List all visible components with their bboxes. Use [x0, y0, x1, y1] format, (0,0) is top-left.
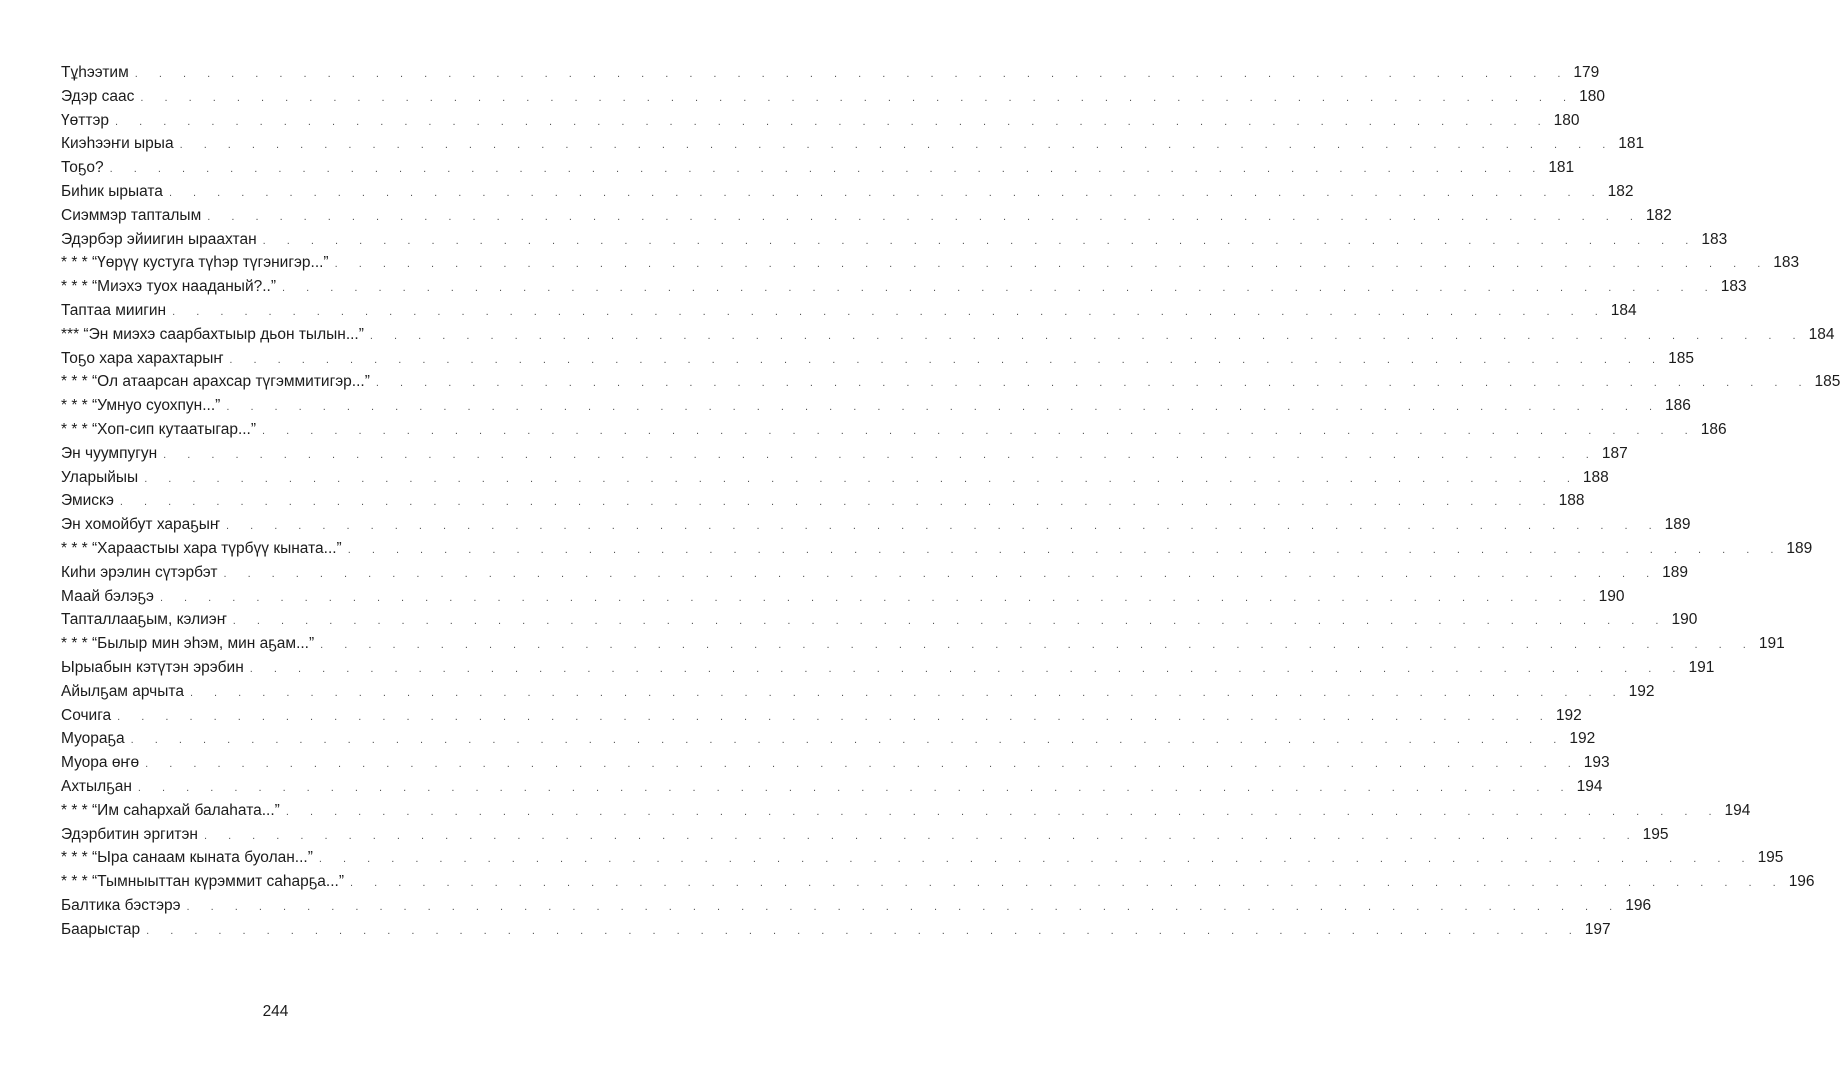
toc-entry-page: 186 — [1700, 420, 1727, 438]
toc-entry — [61, 418, 1727, 442]
dot-leader: . . . . . . . . . . . . . . . . . . . . . . . . . . . . . . . . . . . . . . . . . . . . . . . . . . . . . . . . . . . . — [225, 520, 1661, 533]
toc-entry-title: Баарыстар — [61, 920, 141, 938]
toc-entry-page: 193 — [1583, 754, 1610, 772]
toc-entry-title: Эдэрбитин эргитэн — [61, 825, 198, 843]
toc-entry-title: Эдэрбэр эйиигин ыраахтан — [61, 230, 257, 248]
toc-entry-page: 189 — [1786, 539, 1813, 557]
toc-entry-title: Эн хомойбут хараҕыҥ — [61, 516, 220, 534]
toc-entry — [61, 85, 1605, 109]
toc-entry-title: Балтика бэстэрэ — [61, 896, 181, 914]
toc-entry-title: Үөттэр — [61, 111, 109, 129]
dot-leader: . . . . . . . . . . . . . . . . . . . . . . . . . . . . . . . . . . . . . . . . . . . . . . . . . . . . . . . . . . . . — [350, 877, 1785, 890]
toc-entry — [61, 632, 1785, 656]
toc-entry-page: 195 — [1757, 849, 1784, 867]
dot-leader: . . . . . . . . . . . . . . . . . . . . . . . . . . . . . . . . . . . . . . . . . . . . . . . . . . . . . . . . . . . . — [318, 853, 1754, 866]
dot-leader: . . . . . . . . . . . . . . . . . . . . . . . . . . . . . . . . . . . . . . . . . . . . . . . . . . . . . . . . . . . . — [137, 781, 1573, 794]
toc-entry — [61, 894, 1652, 918]
dot-leader: . . . . . . . . . . . . . . . . . . . . . . . . . . . . . . . . . . . . . . . . . . . . . . . . . . . . . . . . . . . . — [282, 282, 1717, 295]
toc-entry-page: 183 — [1720, 278, 1747, 296]
toc-entry-page: 192 — [1555, 706, 1582, 724]
toc-entry-title: * * * “Хараастыы хара түрбүү кыната...” — [61, 539, 342, 557]
dot-leader: . . . . . . . . . . . . . . . . . . . . . . . . . . . . . . . . . . . . . . . . . . . . . . . . . . . . . . . . . . . . — [109, 163, 1545, 176]
toc-entry — [61, 704, 1582, 728]
toc-entry-page: 180 — [1579, 87, 1605, 105]
table-of-contents — [61, 61, 1840, 941]
dot-leader: . . . . . . . . . . . . . . . . . . . . . . . . . . . . . . . . . . . . . . . . . . . . . . . . . . . . . . . . . . . . — [203, 829, 1639, 842]
toc-entry-page: 194 — [1724, 801, 1751, 819]
toc-entry-title: Тұһээтим — [61, 64, 129, 81]
toc-entry-page: 179 — [1573, 64, 1600, 81]
dot-leader: . . . . . . . . . . . . . . . . . . . . . . . . . . . . . . . . . . . . . . . . . . . . . . . . . . . . . . . . . . . . — [140, 91, 1576, 104]
toc-entry-page: 181 — [1548, 159, 1575, 177]
toc-entry-title: Эн чуумпугун — [61, 444, 158, 462]
toc-entry-title: Эдэр саас — [61, 87, 135, 105]
dot-leader: . . . . . . . . . . . . . . . . . . . . . . . . . . . . . . . . . . . . . . . . . . . . . . . . . . . . . . . . . . . . — [285, 805, 1721, 818]
dot-leader: . . . . . . . . . . . . . . . . . . . . . . . . . . . . . . . . . . . . . . . . . . . . . . . . . . . . . . . . . . . . — [262, 234, 1698, 247]
toc-entry-page: 188 — [1558, 492, 1585, 510]
toc-entry-title: Биһик ырыата — [61, 182, 163, 200]
dot-leader: . . . . . . . . . . . . . . . . . . . . . . . . . . . . . . . . . . . . . . . . . . . . . . . . . . . . . . . . . . . . — [229, 353, 1665, 366]
toc-entry-page: 185 — [1668, 349, 1694, 367]
dot-leader: . . . . . . . . . . . . . . . . . . . . . . . . . . . . . . . . . . . . . . . . . . . . . . . . . . . . . . . . . . . . — [134, 68, 1570, 80]
toc-entry-page: 195 — [1642, 825, 1669, 843]
dot-leader: . . . . . . . . . . . . . . . . . . . . . . . . . . . . . . . . . . . . . . . . . . . . . . . . . . . . . . . . . . . . — [347, 543, 1783, 556]
toc-entry — [61, 132, 1645, 156]
toc-entry-title: Айылҕам арчыта — [61, 682, 184, 700]
toc-entry — [61, 823, 1669, 847]
toc-entry-title: * * * “Умнуо суохпун...” — [61, 397, 221, 415]
toc-entry-title: *** “Эн миэхэ саарбахтыыр дьон тылын...” — [61, 325, 364, 343]
toc-entry-title: Муора өҥө — [61, 754, 140, 772]
toc-entry — [61, 489, 1585, 513]
toc-entry-page: 197 — [1584, 920, 1611, 938]
toc-entry-title: Тоҕо хара харахтарыҥ — [61, 349, 224, 367]
toc-entry-title: Киһи эрэлин сүтэрбэт — [61, 563, 218, 581]
dot-leader: . . . . . . . . . . . . . . . . . . . . . . . . . . . . . . . . . . . . . . . . . . . . . . . . . . . . . . . . . . . . — [223, 567, 1659, 580]
toc-entry — [61, 251, 1800, 275]
toc-entry — [61, 775, 1603, 799]
dot-leader: . . . . . . . . . . . . . . . . . . . . . . . . . . . . . . . . . . . . . . . . . . . . . . . . . . . . . . . . . . . . — [186, 900, 1622, 913]
dot-leader: . . . . . . . . . . . . . . . . . . . . . . . . . . . . . . . . . . . . . . . . . . . . . . . . . . . . . . . . . . . . — [226, 401, 1662, 414]
toc-entry-page: 188 — [1582, 468, 1609, 486]
page-number: 244 — [262, 1003, 289, 1020]
dot-leader: . . . . . . . . . . . . . . . . . . . . . . . . . . . . . . . . . . . . . . . . . . . . . . . . . . . . . . . . . . . . — [334, 258, 1770, 271]
toc-entry-title: * * * “Былыр мин эһэм, мин аҕам...” — [61, 635, 315, 653]
toc-entry — [61, 680, 1655, 704]
toc-entry-title: Муораҕа — [61, 730, 125, 748]
toc-entry-title: Уларыйыы — [61, 468, 139, 486]
toc-entry — [61, 751, 1610, 775]
toc-entry — [61, 109, 1580, 133]
dot-leader: . . . . . . . . . . . . . . . . . . . . . . . . . . . . . . . . . . . . . . . . . . . . . . . . . . . . . . . . . . . . — [146, 924, 1581, 937]
toc-entry-page: 184 — [1808, 325, 1835, 343]
toc-entry-title: * * * “Им саһархай балаһата...” — [61, 801, 280, 819]
toc-entry-page: 196 — [1788, 873, 1815, 891]
toc-entry — [61, 656, 1715, 680]
dot-leader: . . . . . . . . . . . . . . . . . . . . . . . . . . . . . . . . . . . . . . . . . . . . . . . . . . . . . . . . . . . . — [119, 496, 1555, 509]
toc-entry — [61, 442, 1628, 466]
toc-entry-title: * * * “Ыра санаам кыната буолан...” — [61, 849, 313, 867]
dot-leader: . . . . . . . . . . . . . . . . . . . . . . . . . . . . . . . . . . . . . . . . . . . . . . . . . . . . . . . . . . . . — [172, 305, 1607, 318]
dot-leader: . . . . . . . . . . . . . . . . . . . . . . . . . . . . . . . . . . . . . . . . . . . . . . . . . . . . . . . . . . . . — [320, 639, 1755, 652]
toc-entry-page: 190 — [1671, 611, 1698, 629]
dot-leader: . . . . . . . . . . . . . . . . . . . . . . . . . . . . . . . . . . . . . . . . . . . . . . . . . . . . . . . . . . . . — [168, 186, 1604, 199]
dot-leader: . . . . . . . . . . . . . . . . . . . . . . . . . . . . . . . . . . . . . . . . . . . . . . . . . . . . . . . . . . . . — [189, 686, 1625, 699]
toc-entry — [61, 394, 1691, 418]
toc-entry-page: 185 — [1814, 373, 1840, 391]
toc-entry — [61, 846, 1784, 870]
toc-entry-title: Сиэммэр тапталым — [61, 206, 202, 224]
toc-entry-title: * * * “Тымныыттан күрэммит саһарҕа...” — [61, 873, 344, 891]
toc-entry-page: 180 — [1553, 111, 1580, 129]
toc-entry-page: 189 — [1662, 563, 1689, 581]
toc-entry — [61, 228, 1728, 252]
toc-entry — [61, 870, 1815, 894]
toc-entry-title: * * * “Ол атаарсан арахсар түгэммитигэр...” — [61, 373, 370, 391]
toc-entry — [61, 513, 1691, 537]
toc-entry-title: Таптаа миигин — [61, 301, 167, 319]
toc-entry — [61, 370, 1840, 394]
dot-leader: . . . . . . . . . . . . . . . . . . . . . . . . . . . . . . . . . . . . . . . . . . . . . . . . . . . . . . . . . . . . — [249, 662, 1685, 675]
toc-entry — [61, 299, 1637, 323]
dot-leader: . . . . . . . . . . . . . . . . . . . . . . . . . . . . . . . . . . . . . . . . . . . . . . . . . . . . . . . . . . . . — [179, 139, 1615, 152]
toc-entry-title: Тоҕо? — [61, 159, 104, 177]
toc-entry-page: 190 — [1598, 587, 1625, 605]
toc-entry-title: Ахтылҕан — [61, 777, 132, 795]
toc-entry — [61, 918, 1611, 942]
toc-entry — [61, 561, 1689, 585]
toc-entry-page: 187 — [1601, 444, 1628, 462]
dot-leader: . . . . . . . . . . . . . . . . . . . . . . . . . . . . . . . . . . . . . . . . . . . . . . . . . . . . . . . . . . . . — [117, 710, 1552, 723]
toc-entry — [61, 585, 1625, 609]
toc-entry-page: 194 — [1576, 777, 1603, 795]
toc-entry — [61, 727, 1596, 751]
dot-leader: . . . . . . . . . . . . . . . . . . . . . . . . . . . . . . . . . . . . . . . . . . . . . . . . . . . . . . . . . . . . — [159, 591, 1595, 604]
toc-entry-page: 181 — [1618, 135, 1645, 153]
toc-entry — [61, 204, 1672, 228]
toc-entry-title: Тапталлааҕым, кэлиэҥ — [61, 611, 227, 629]
toc-entry-page: 189 — [1664, 516, 1691, 534]
toc-entry-page: 192 — [1628, 682, 1655, 700]
toc-entry-page: 184 — [1610, 301, 1637, 319]
toc-entry — [61, 275, 1747, 299]
toc-entry-page: 192 — [1569, 730, 1596, 748]
dot-leader: . . . . . . . . . . . . . . . . . . . . . . . . . . . . . . . . . . . . . . . . . . . . . . . . . . . . . . . . . . . . — [232, 615, 1668, 628]
toc-entry-title: Сочига — [61, 706, 112, 724]
toc-entry — [61, 466, 1609, 490]
toc-entry-title: * * * “Хоп-сип кутаатыгар...” — [61, 420, 257, 438]
toc-entry — [61, 537, 1813, 561]
toc-entry-title: Ырыабын кэтүтэн эрэбин — [61, 658, 244, 676]
dot-leader: . . . . . . . . . . . . . . . . . . . . . . . . . . . . . . . . . . . . . . . . . . . . . . . . . . . . . . . . . . . . — [145, 758, 1580, 771]
toc-entry-page: 191 — [1758, 635, 1785, 653]
toc-entry-page: 182 — [1645, 206, 1672, 224]
dot-leader: . . . . . . . . . . . . . . . . . . . . . . . . . . . . . . . . . . . . . . . . . . . . . . . . . . . . . . . . . . . . — [144, 472, 1579, 485]
toc-entry-page: 191 — [1688, 658, 1715, 676]
toc-entry — [61, 156, 1575, 180]
toc-entry — [61, 799, 1751, 823]
toc-entry-page: 183 — [1773, 254, 1800, 272]
toc-entry — [61, 61, 1600, 85]
toc-entry-title: Киэһээҥи ырыа — [61, 135, 174, 153]
toc-entry-page: 183 — [1701, 230, 1728, 248]
toc-entry-page: 182 — [1607, 182, 1634, 200]
toc-entry — [61, 323, 1835, 347]
dot-leader: . . . . . . . . . . . . . . . . . . . . . . . . . . . . . . . . . . . . . . . . . . . . . . . . . . . . . . . . . . . . — [163, 448, 1598, 461]
toc-entry — [61, 180, 1634, 204]
toc-entry — [61, 608, 1698, 632]
toc-entry-title: Маай бэлэҕэ — [61, 587, 154, 605]
dot-leader: . . . . . . . . . . . . . . . . . . . . . . . . . . . . . . . . . . . . . . . . . . . . . . . . . . . . . . . . . . . . — [114, 115, 1550, 128]
toc-entry-page: 196 — [1625, 896, 1652, 914]
dot-leader: . . . . . . . . . . . . . . . . . . . . . . . . . . . . . . . . . . . . . . . . . . . . . . . . . . . . . . . . . . . . — [130, 734, 1566, 747]
toc-entry-page: 186 — [1665, 397, 1691, 415]
dot-leader: . . . . . . . . . . . . . . . . . . . . . . . . . . . . . . . . . . . . . . . . . . . . . . . . . . . . . . . . . . . . — [375, 377, 1811, 390]
toc-entry-title: * * * “Миэхэ туох нааданый?..” — [61, 278, 277, 296]
toc-entry-title: * * * “Үөрүү кустуга түһэр түгэнигэр...” — [61, 254, 329, 272]
toc-entry — [61, 347, 1694, 371]
dot-leader: . . . . . . . . . . . . . . . . . . . . . . . . . . . . . . . . . . . . . . . . . . . . . . . . . . . . . . . . . . . . — [369, 329, 1805, 342]
dot-leader: . . . . . . . . . . . . . . . . . . . . . . . . . . . . . . . . . . . . . . . . . . . . . . . . . . . . . . . . . . . . — [207, 210, 1642, 223]
dot-leader: . . . . . . . . . . . . . . . . . . . . . . . . . . . . . . . . . . . . . . . . . . . . . . . . . . . . . . . . . . . . — [262, 424, 1697, 437]
toc-entry-title: Эмискэ — [61, 492, 114, 510]
